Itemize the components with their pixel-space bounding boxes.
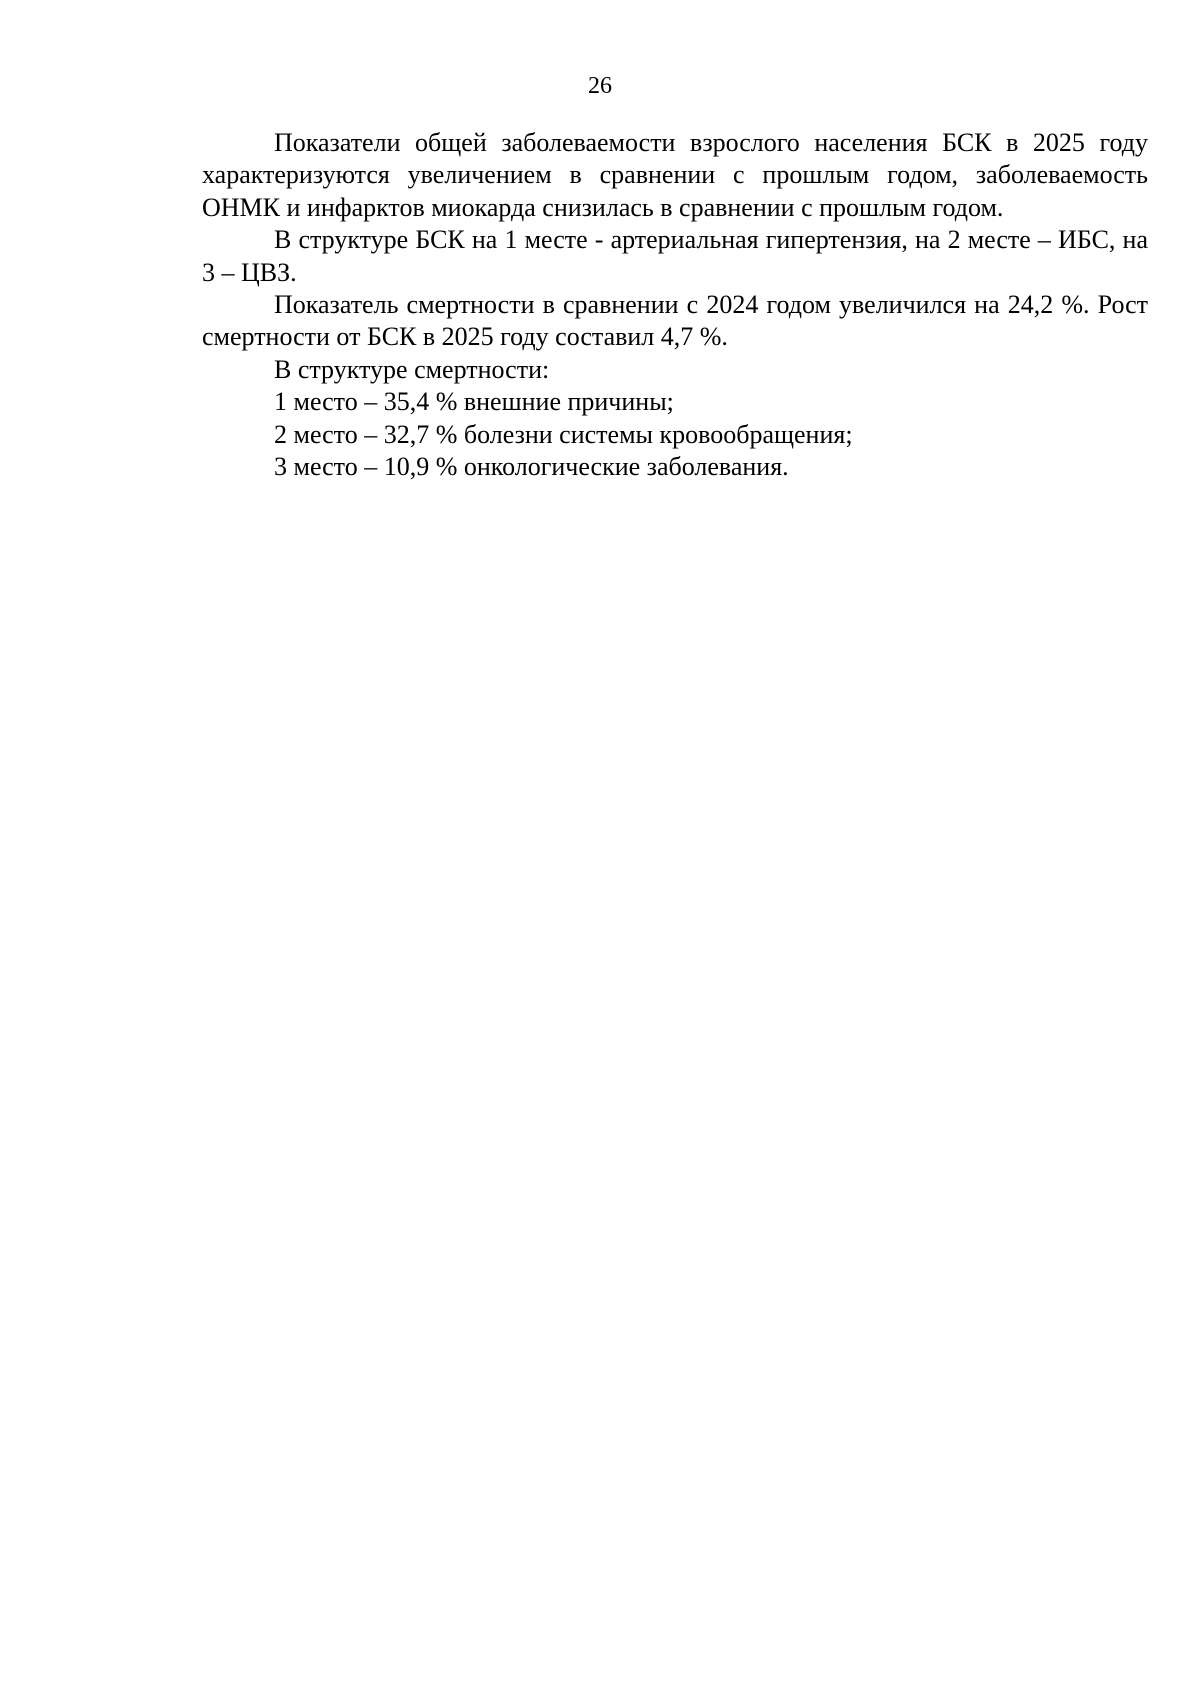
paragraph-mortality-rate: Показатель смертности в сравнении с 2024 годом увеличился на 24,2 %. Рост смертности от БСК в 2025 году составил 4,7 %. — [202, 290, 1148, 352]
paragraph-bsk-structure: В структуре БСК на 1 месте - артериальная гипертензия, на 2 месте – ИБС, на 3 – ЦВЗ. — [202, 225, 1148, 287]
list-item-place-1: 1 место – 35,4 % внешние причины; — [274, 387, 674, 417]
paragraph-mortality-structure: В структуре смертности: — [274, 354, 550, 384]
body-text — [202, 127, 1148, 483]
paragraph-morbidity: Показатели общей заболеваемости взрослого населения БСК в 2025 году характеризуются увеличением в сравнении с прошлым годом, заболеваемость ОНМК и инфарктов миокарда снизилась в сравнении с прошлым годом. — [202, 128, 1148, 222]
list-item-place-3: 3 место – 10,9 % онкологические заболевания. — [274, 452, 789, 482]
page-number: 26 — [588, 73, 612, 99]
list-item-place-2: 2 место – 32,7 % болезни системы кровообращения; — [274, 419, 853, 449]
